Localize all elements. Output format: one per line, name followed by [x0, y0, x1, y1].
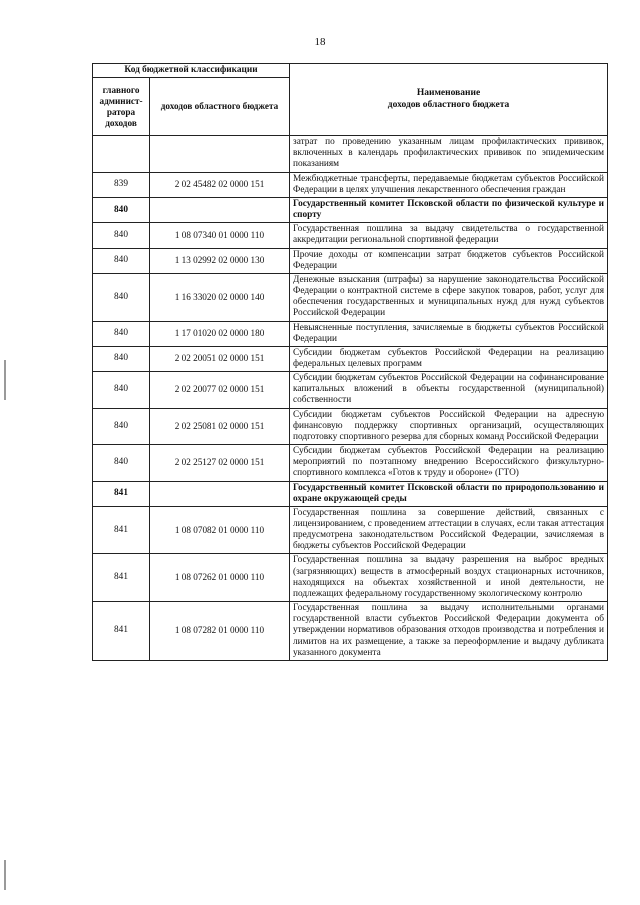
- admin-code-cell: 840: [93, 445, 150, 481]
- admin-code-cell: 840: [93, 273, 150, 321]
- table-header: [93, 64, 608, 136]
- income-name-cell: Субсидии бюджетам субъектов Российской Федерации на реализацию федеральных целевых программ: [290, 346, 608, 371]
- income-name-cell: Денежные взыскания (штрафы) за нарушение законодательства Российской Федерации о контрактной системе в сфере закупок товаров, работ, услуг для обеспечения государственных и муниципальных нужд для нужд субъектов Российской Федерации: [290, 273, 608, 321]
- name-column-header: [290, 64, 608, 136]
- admin-code-cell: [93, 136, 150, 172]
- table-row: [93, 554, 608, 602]
- admin-code-cell: 840: [93, 372, 150, 408]
- budget-classification-table: [92, 63, 608, 661]
- income-code-cell: 1 16 33020 02 0000 140: [150, 273, 290, 321]
- income-code-cell: 1 13 02992 02 0000 130: [150, 248, 290, 273]
- admin-code-cell: 841: [93, 602, 150, 661]
- income-code-cell: 1 08 07282 01 0000 110: [150, 602, 290, 661]
- name-column-header-line2: доходов областного бюджета: [387, 99, 510, 110]
- scan-edge-mark: [4, 360, 6, 400]
- table-row: [93, 602, 608, 661]
- table-row: [93, 372, 608, 408]
- income-name-cell: затрат по проведению указанным лицам профилактических прививок, включенных в календарь профилактических прививок по эпидемическим показаниям: [290, 136, 608, 172]
- code-column-header: доходов областного бюджета: [150, 78, 290, 136]
- income-code-cell: 1 08 07082 01 0000 110: [150, 506, 290, 554]
- admin-code-cell: 840: [93, 346, 150, 371]
- admin-code-cell: 840: [93, 408, 150, 444]
- admin-code-cell: 840: [93, 223, 150, 248]
- income-name-cell: Прочие доходы от компенсации затрат бюджетов субъектов Российской Федерации: [290, 248, 608, 273]
- admin-code-cell: 840: [93, 321, 150, 346]
- name-column-header-line1: Наименование: [416, 88, 481, 99]
- table-row: [93, 445, 608, 481]
- income-name-cell: Межбюджетные трансферты, передаваемые бюджетам субъектов Российской Федерации в целях улучшения лекарственного обеспечения граждан: [290, 172, 608, 197]
- income-name-cell: Субсидии бюджетам субъектов Российской Федерации на адресную финансовую поддержку спортивных организаций, осуществляющих подготовку спортивного резерва для сборных команд Российской Федерации: [290, 408, 608, 444]
- admin-code-cell: 841: [93, 481, 150, 506]
- income-name-cell: Государственная пошлина за выдачу исполнительными органами государственной власти субъектов Российской Федерации документа об утверждении нормативов образования отходов производства и потребления и лимитов на их размещение, а также за переоформление и выдачу дубликата указанного документа: [290, 602, 608, 661]
- income-code-cell: 2 02 45482 02 0000 151: [150, 172, 290, 197]
- admin-code-cell: 840: [93, 248, 150, 273]
- table-row: [93, 408, 608, 444]
- admin-code-cell: 840: [93, 197, 150, 222]
- table-row: [93, 273, 608, 321]
- section-header-row: [93, 197, 608, 222]
- income-name-cell: Невыясненные поступления, зачисляемые в бюджеты субъектов Российской Федерации: [290, 321, 608, 346]
- table-body: [93, 136, 608, 661]
- income-name-cell: Государственная пошлина за совершение действий, связанных с лицензированием, с проведением аттестации в случаях, если такая аттестация предусмотрена законодательством Российской Федерации, зачисляемая в бюджеты субъектов Российской Федерации: [290, 506, 608, 554]
- income-code-cell: 1 17 01020 02 0000 180: [150, 321, 290, 346]
- table-row: [93, 506, 608, 554]
- income-code-cell: 2 02 25081 02 0000 151: [150, 408, 290, 444]
- income-code-cell: 2 02 20051 02 0000 151: [150, 346, 290, 371]
- admin-code-cell: 841: [93, 554, 150, 602]
- scan-edge-mark: [4, 860, 6, 890]
- table-row: [93, 346, 608, 371]
- classification-header: Код бюджетной классификации: [93, 64, 290, 78]
- income-name-cell: Субсидии бюджетам субъектов Российской Федерации на реализацию мероприятий по поэтапному внедрению Всероссийского физкультурно-спортивного комплекса «Готов к труду и обороне» (ГТО): [290, 445, 608, 481]
- income-code-cell: 2 02 25127 02 0000 151: [150, 445, 290, 481]
- income-code-cell: 1 08 07262 01 0000 110: [150, 554, 290, 602]
- admin-code-cell: 839: [93, 172, 150, 197]
- income-name-cell: Субсидии бюджетам субъектов Российской Федерации на софинансирование капитальных вложений в объекты государственной (муниципальной) собственности: [290, 372, 608, 408]
- income-name-cell: Государственный комитет Псковской области по природопользованию и охране окружающей среды: [290, 481, 608, 506]
- income-code-cell: [150, 136, 290, 172]
- income-code-cell: [150, 481, 290, 506]
- table-row: [93, 248, 608, 273]
- income-name-cell: Государственная пошлина за выдачу свидетельства о государственной аккредитации региональной спортивной федерации: [290, 223, 608, 248]
- income-code-cell: 2 02 20077 02 0000 151: [150, 372, 290, 408]
- admin-code-cell: 841: [93, 506, 150, 554]
- table-row: [93, 136, 608, 172]
- table-row: [93, 172, 608, 197]
- table-row: [93, 223, 608, 248]
- table-row: [93, 321, 608, 346]
- income-name-cell: Государственный комитет Псковской области по физической культуре и спорту: [290, 197, 608, 222]
- admin-column-header: главного админист-ратора доходов: [93, 78, 150, 136]
- income-code-cell: 1 08 07340 01 0000 110: [150, 223, 290, 248]
- income-code-cell: [150, 197, 290, 222]
- page-number: 18: [314, 36, 326, 48]
- income-name-cell: Государственная пошлина за выдачу разрешения на выброс вредных (загрязняющих) веществ в атмосферный воздух стационарных источников, находящихся на объектах хозяйственной и иной деятельности, не подлежащих федеральному государственному экологическому контролю: [290, 554, 608, 602]
- section-header-row: [93, 481, 608, 506]
